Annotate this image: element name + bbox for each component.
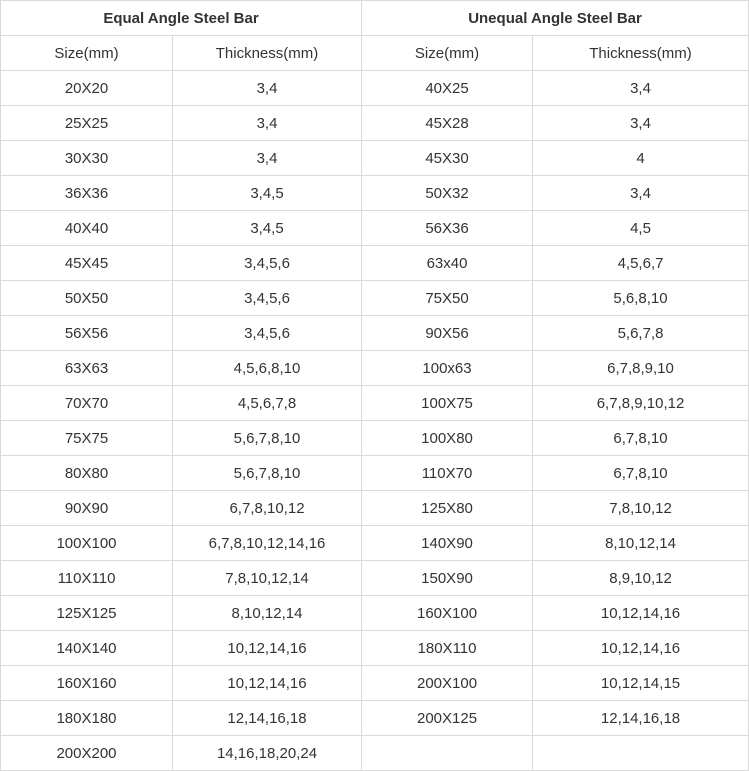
equal-size-cell: 40X40 xyxy=(1,211,173,246)
equal-thickness-cell: 6,7,8,10,12,14,16 xyxy=(173,526,362,561)
equal-thickness-cell: 10,12,14,16 xyxy=(173,666,362,701)
unequal-thickness-cell: 8,10,12,14 xyxy=(533,526,749,561)
unequal-size-cell: 100X75 xyxy=(362,386,533,421)
unequal-size-cell: 180X110 xyxy=(362,631,533,666)
unequal-size-cell: 100x63 xyxy=(362,351,533,386)
equal-angle-title: Equal Angle Steel Bar xyxy=(1,1,362,36)
equal-size-cell: 30X30 xyxy=(1,141,173,176)
equal-size-cell: 100X100 xyxy=(1,526,173,561)
equal-thickness-cell: 3,4,5,6 xyxy=(173,246,362,281)
unequal-thickness-cell: 6,7,8,9,10 xyxy=(533,351,749,386)
equal-size-cell: 125X125 xyxy=(1,596,173,631)
unequal-thickness-cell: 4 xyxy=(533,141,749,176)
unequal-thickness-cell: 5,6,7,8 xyxy=(533,316,749,351)
unequal-thickness-cell: 4,5 xyxy=(533,211,749,246)
table-row xyxy=(1,386,749,421)
table-row xyxy=(1,106,749,141)
unequal-thickness-cell: 3,4 xyxy=(533,71,749,106)
unequal-size-cell: 200X100 xyxy=(362,666,533,701)
equal-thickness-cell: 7,8,10,12,14 xyxy=(173,561,362,596)
equal-thickness-cell: 3,4,5 xyxy=(173,176,362,211)
table-row xyxy=(1,631,749,666)
unequal-thickness-cell: 8,9,10,12 xyxy=(533,561,749,596)
equal-thickness-cell: 8,10,12,14 xyxy=(173,596,362,631)
unequal-thickness-header: Thickness(mm) xyxy=(533,36,749,71)
equal-size-cell: 56X56 xyxy=(1,316,173,351)
unequal-size-cell xyxy=(362,736,533,771)
unequal-size-cell: 125X80 xyxy=(362,491,533,526)
table-row xyxy=(1,596,749,631)
unequal-size-cell: 56X36 xyxy=(362,211,533,246)
unequal-thickness-cell: 10,12,14,15 xyxy=(533,666,749,701)
equal-thickness-cell: 3,4,5,6 xyxy=(173,316,362,351)
table-row xyxy=(1,736,749,771)
equal-size-cell: 110X110 xyxy=(1,561,173,596)
unequal-size-cell: 100X80 xyxy=(362,421,533,456)
equal-thickness-cell: 5,6,7,8,10 xyxy=(173,456,362,491)
equal-size-cell: 25X25 xyxy=(1,106,173,141)
equal-thickness-cell: 12,14,16,18 xyxy=(173,701,362,736)
equal-thickness-cell: 10,12,14,16 xyxy=(173,631,362,666)
equal-thickness-cell: 4,5,6,7,8 xyxy=(173,386,362,421)
table-row xyxy=(1,526,749,561)
table-row xyxy=(1,281,749,316)
equal-thickness-cell: 3,4 xyxy=(173,71,362,106)
unequal-thickness-cell: 3,4 xyxy=(533,106,749,141)
table-row xyxy=(1,246,749,281)
unequal-angle-title: Unequal Angle Steel Bar xyxy=(362,1,749,36)
equal-size-cell: 63X63 xyxy=(1,351,173,386)
equal-size-cell: 180X180 xyxy=(1,701,173,736)
unequal-thickness-cell: 10,12,14,16 xyxy=(533,631,749,666)
unequal-thickness-cell: 5,6,8,10 xyxy=(533,281,749,316)
unequal-thickness-cell: 6,7,8,9,10,12 xyxy=(533,386,749,421)
table-row xyxy=(1,176,749,211)
table-row xyxy=(1,491,749,526)
unequal-size-cell: 110X70 xyxy=(362,456,533,491)
equal-size-cell: 36X36 xyxy=(1,176,173,211)
unequal-size-cell: 140X90 xyxy=(362,526,533,561)
table-row xyxy=(1,211,749,246)
equal-thickness-cell: 6,7,8,10,12 xyxy=(173,491,362,526)
table-row xyxy=(1,456,749,491)
table-row xyxy=(1,141,749,176)
equal-size-cell: 140X140 xyxy=(1,631,173,666)
equal-size-cell: 75X75 xyxy=(1,421,173,456)
unequal-size-cell: 150X90 xyxy=(362,561,533,596)
unequal-size-cell: 40X25 xyxy=(362,71,533,106)
unequal-size-cell: 90X56 xyxy=(362,316,533,351)
table-row xyxy=(1,666,749,701)
unequal-size-cell: 63x40 xyxy=(362,246,533,281)
equal-size-cell: 50X50 xyxy=(1,281,173,316)
table-row xyxy=(1,316,749,351)
equal-size-header: Size(mm) xyxy=(1,36,173,71)
table-row xyxy=(1,561,749,596)
unequal-size-cell: 75X50 xyxy=(362,281,533,316)
unequal-thickness-cell: 10,12,14,16 xyxy=(533,596,749,631)
equal-thickness-cell: 14,16,18,20,24 xyxy=(173,736,362,771)
unequal-size-cell: 160X100 xyxy=(362,596,533,631)
unequal-thickness-cell: 3,4 xyxy=(533,176,749,211)
unequal-size-cell: 45X30 xyxy=(362,141,533,176)
equal-size-cell: 20X20 xyxy=(1,71,173,106)
table-row xyxy=(1,71,749,106)
group-header-row xyxy=(1,1,749,36)
unequal-size-cell: 200X125 xyxy=(362,701,533,736)
equal-thickness-cell: 3,4,5,6 xyxy=(173,281,362,316)
unequal-thickness-cell xyxy=(533,736,749,771)
table-row xyxy=(1,701,749,736)
table-row xyxy=(1,351,749,386)
equal-thickness-cell: 3,4 xyxy=(173,141,362,176)
equal-size-cell: 70X70 xyxy=(1,386,173,421)
equal-thickness-cell: 3,4,5 xyxy=(173,211,362,246)
unequal-size-header: Size(mm) xyxy=(362,36,533,71)
equal-size-cell: 200X200 xyxy=(1,736,173,771)
equal-thickness-header: Thickness(mm) xyxy=(173,36,362,71)
equal-thickness-cell: 5,6,7,8,10 xyxy=(173,421,362,456)
unequal-thickness-cell: 4,5,6,7 xyxy=(533,246,749,281)
equal-size-cell: 90X90 xyxy=(1,491,173,526)
equal-thickness-cell: 3,4 xyxy=(173,106,362,141)
unequal-size-cell: 50X32 xyxy=(362,176,533,211)
equal-size-cell: 45X45 xyxy=(1,246,173,281)
unequal-thickness-cell: 12,14,16,18 xyxy=(533,701,749,736)
unequal-thickness-cell: 7,8,10,12 xyxy=(533,491,749,526)
table-row xyxy=(1,421,749,456)
equal-size-cell: 80X80 xyxy=(1,456,173,491)
unequal-thickness-cell: 6,7,8,10 xyxy=(533,456,749,491)
unequal-thickness-cell: 6,7,8,10 xyxy=(533,421,749,456)
column-header-row xyxy=(1,36,749,71)
equal-thickness-cell: 4,5,6,8,10 xyxy=(173,351,362,386)
equal-size-cell: 160X160 xyxy=(1,666,173,701)
unequal-size-cell: 45X28 xyxy=(362,106,533,141)
